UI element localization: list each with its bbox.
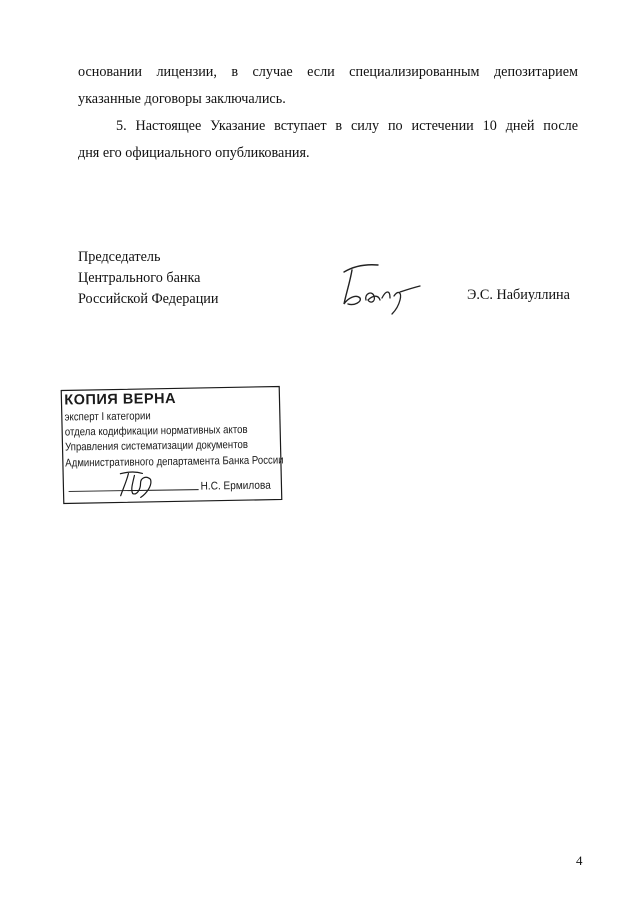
stamp-signer-name: Н.С. Ермилова bbox=[200, 479, 271, 493]
signatory-title bbox=[78, 247, 218, 310]
signatory-title-line-1: Председатель bbox=[78, 249, 161, 265]
clause-5-paragraph bbox=[78, 113, 578, 167]
stamp-line-4: Административного департамента Банка России bbox=[65, 454, 284, 470]
signatory-title-line-3: Российской Федерации bbox=[78, 291, 219, 307]
signatory-title-line-2: Центрального банка bbox=[78, 270, 201, 286]
certified-copy-stamp bbox=[59, 385, 283, 504]
clause-5-line-1: 5. Настоящее Указание вступает в силу по истечении 10 дней после bbox=[116, 118, 578, 134]
stamp-line-3: Управления систематизации документов bbox=[64, 438, 249, 454]
clause-5-line-2: дня его официального опубликования. bbox=[78, 145, 310, 161]
page-number: 4 bbox=[576, 853, 583, 868]
stamp-line-1: эксперт I категории bbox=[64, 410, 151, 424]
handwritten-signature bbox=[336, 256, 436, 316]
stamp-title: КОПИЯ ВЕРНА bbox=[64, 390, 177, 409]
continuation-line-2: указанные договоры заключались. bbox=[78, 91, 286, 107]
stamp-line-2: отдела кодификации нормативных актов bbox=[64, 423, 248, 439]
stamp-signature bbox=[110, 465, 170, 500]
continuation-paragraph bbox=[78, 59, 578, 113]
signer-name: Э.С. Набиуллина bbox=[467, 287, 570, 303]
continuation-line-1: основании лицензии, в случае если специализированным депозитарием bbox=[78, 64, 578, 80]
